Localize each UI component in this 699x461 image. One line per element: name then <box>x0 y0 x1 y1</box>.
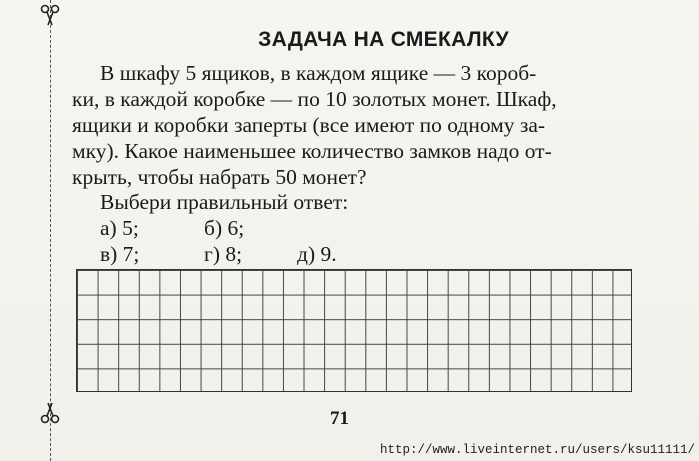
page-title: ЗАДАЧА НА СМЕКАЛКУ <box>258 28 509 51</box>
page-number: 71 <box>330 408 349 429</box>
option-c: в) 7; <box>100 242 140 266</box>
task-line: ки, в каждой коробке — по 10 золотых монет. Шкаф, <box>72 87 557 111</box>
cut-line <box>50 0 51 461</box>
answer-grid[interactable] <box>76 269 632 392</box>
task-line: крыть, чтобы набрать 50 монет? <box>72 165 367 189</box>
option-b: б) 6; <box>204 216 245 240</box>
option-d: г) 8; <box>204 242 243 266</box>
answer-prompt: Выбери правильный ответ: <box>100 190 349 214</box>
scissors-icon <box>38 4 62 26</box>
task-line: В шкафу 5 ящиков, в каждом ящике — 3 короб- <box>100 61 537 85</box>
task-line: ящики и коробки заперты (все имеют по одному за- <box>72 113 546 137</box>
task-line: мку). Какое наименьшее количество замков надо от- <box>72 139 552 163</box>
task-text <box>72 60 652 190</box>
scissors-icon <box>38 402 62 424</box>
option-a: а) 5; <box>100 216 139 240</box>
option-e: д) 9. <box>297 242 337 266</box>
source-url: http://www.liveinternet.ru/users/ksu11111/ <box>379 443 695 457</box>
